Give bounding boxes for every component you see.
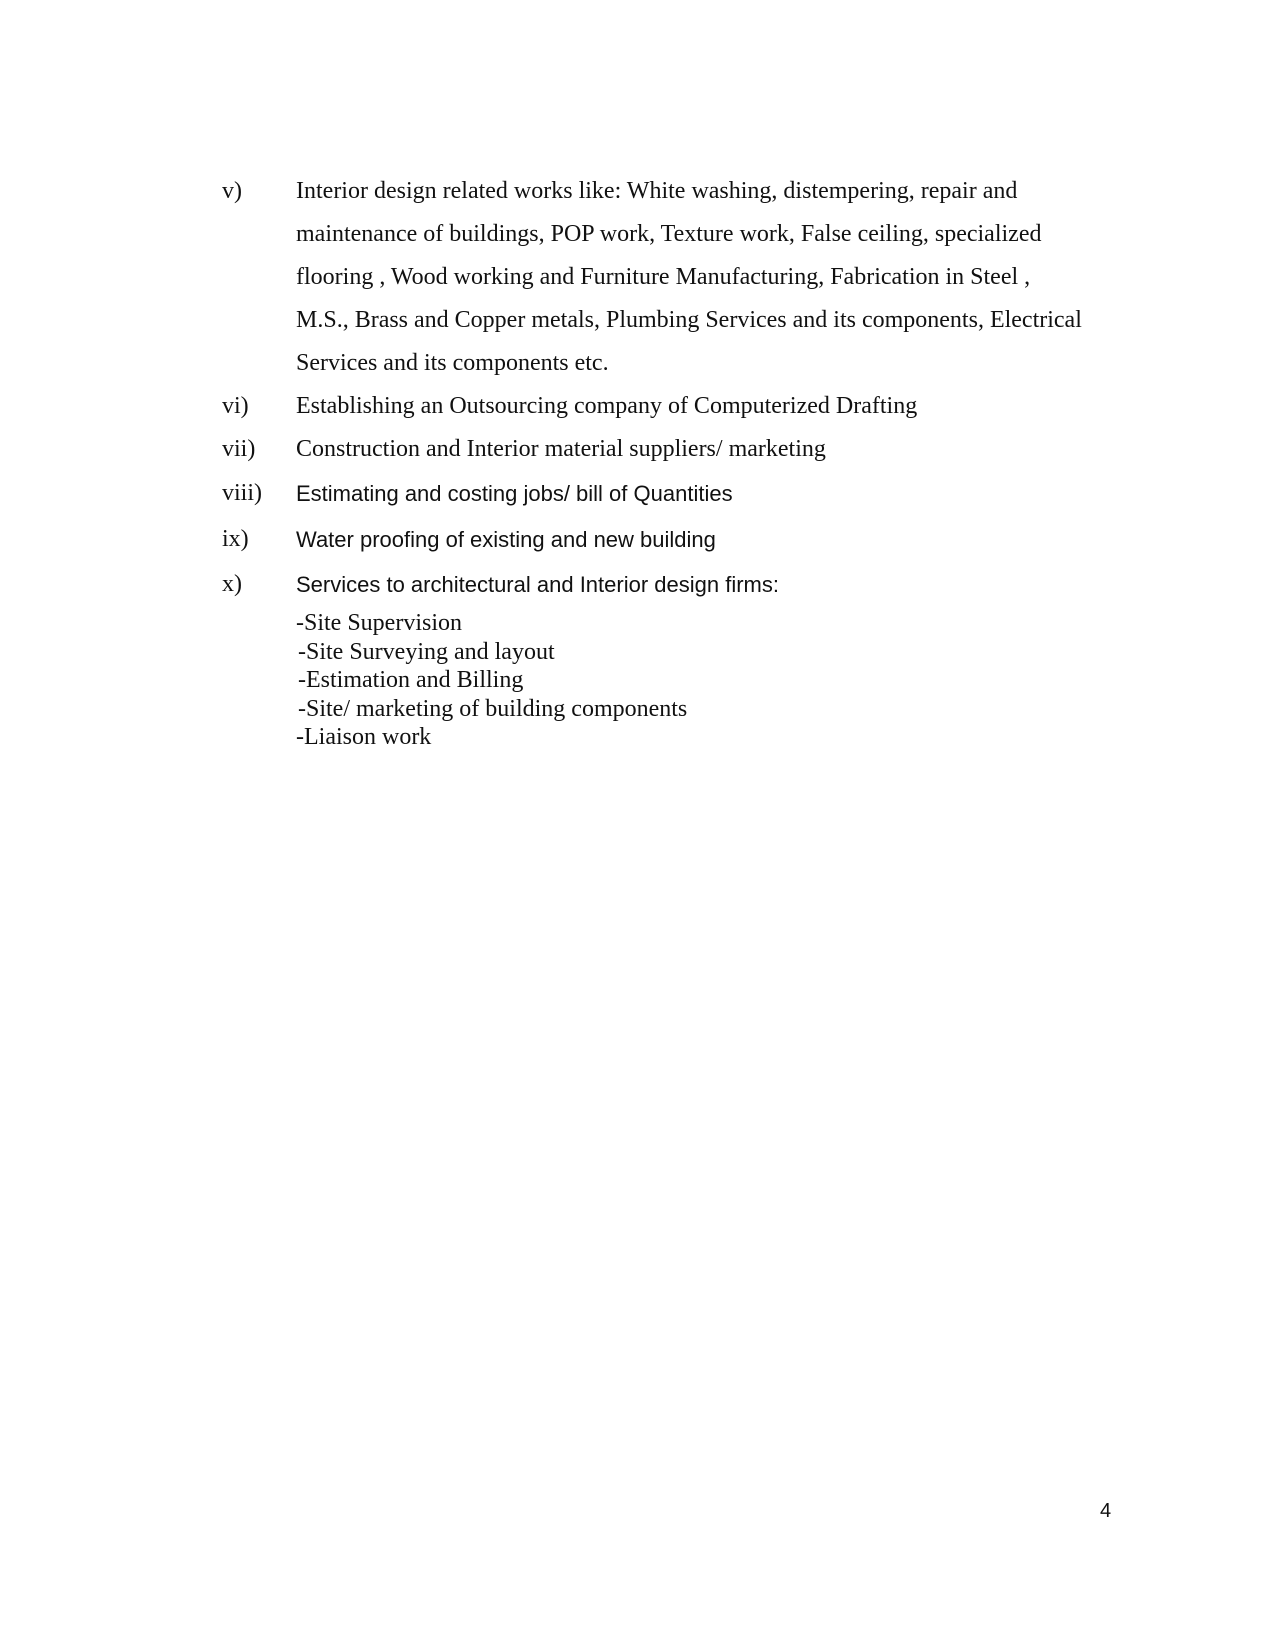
- sub-item: -Site Supervision: [296, 610, 462, 636]
- list-item-text: Construction and Interior material suppliers/ marketing: [296, 436, 826, 462]
- list-item-text: [296, 170, 1116, 385]
- sub-item: -Site/ marketing of building components: [298, 695, 688, 722]
- paragraph-line: Interior design related works like: White washing, distempering, repair and: [296, 178, 1018, 204]
- service-sublist: [296, 609, 687, 752]
- sub-item: -Site Surveying and layout: [298, 638, 555, 665]
- list-numeral: viii): [222, 480, 262, 506]
- list-item-text: Water proofing of existing and new building: [296, 527, 716, 552]
- list-numeral: v): [222, 178, 242, 204]
- page-number: 4: [1100, 1500, 1112, 1522]
- list-item-text: Services to architectural and Interior design firms:: [296, 572, 779, 597]
- paragraph-line: maintenance of buildings, POP work, Texture work, False ceiling, specialized: [296, 221, 1042, 247]
- paragraph-line: M.S., Brass and Copper metals, Plumbing Services and its components, Electrical: [296, 307, 1082, 333]
- paragraph-line: Services and its components etc.: [296, 350, 609, 376]
- list-item-text: Establishing an Outsourcing company of Computerized Drafting: [296, 393, 918, 419]
- list-numeral: ix): [222, 526, 249, 552]
- sub-item: -Liaison work: [296, 724, 432, 750]
- list-numeral: vii): [222, 436, 256, 462]
- sub-item: -Estimation and Billing: [298, 667, 524, 693]
- list-item-text: Estimating and costing jobs/ bill of Quantities: [296, 481, 733, 506]
- list-numeral: x): [222, 571, 242, 597]
- list-numeral: vi): [222, 393, 249, 419]
- paragraph-line: flooring , Wood working and Furniture Manufacturing, Fabrication in Steel ,: [296, 264, 1031, 290]
